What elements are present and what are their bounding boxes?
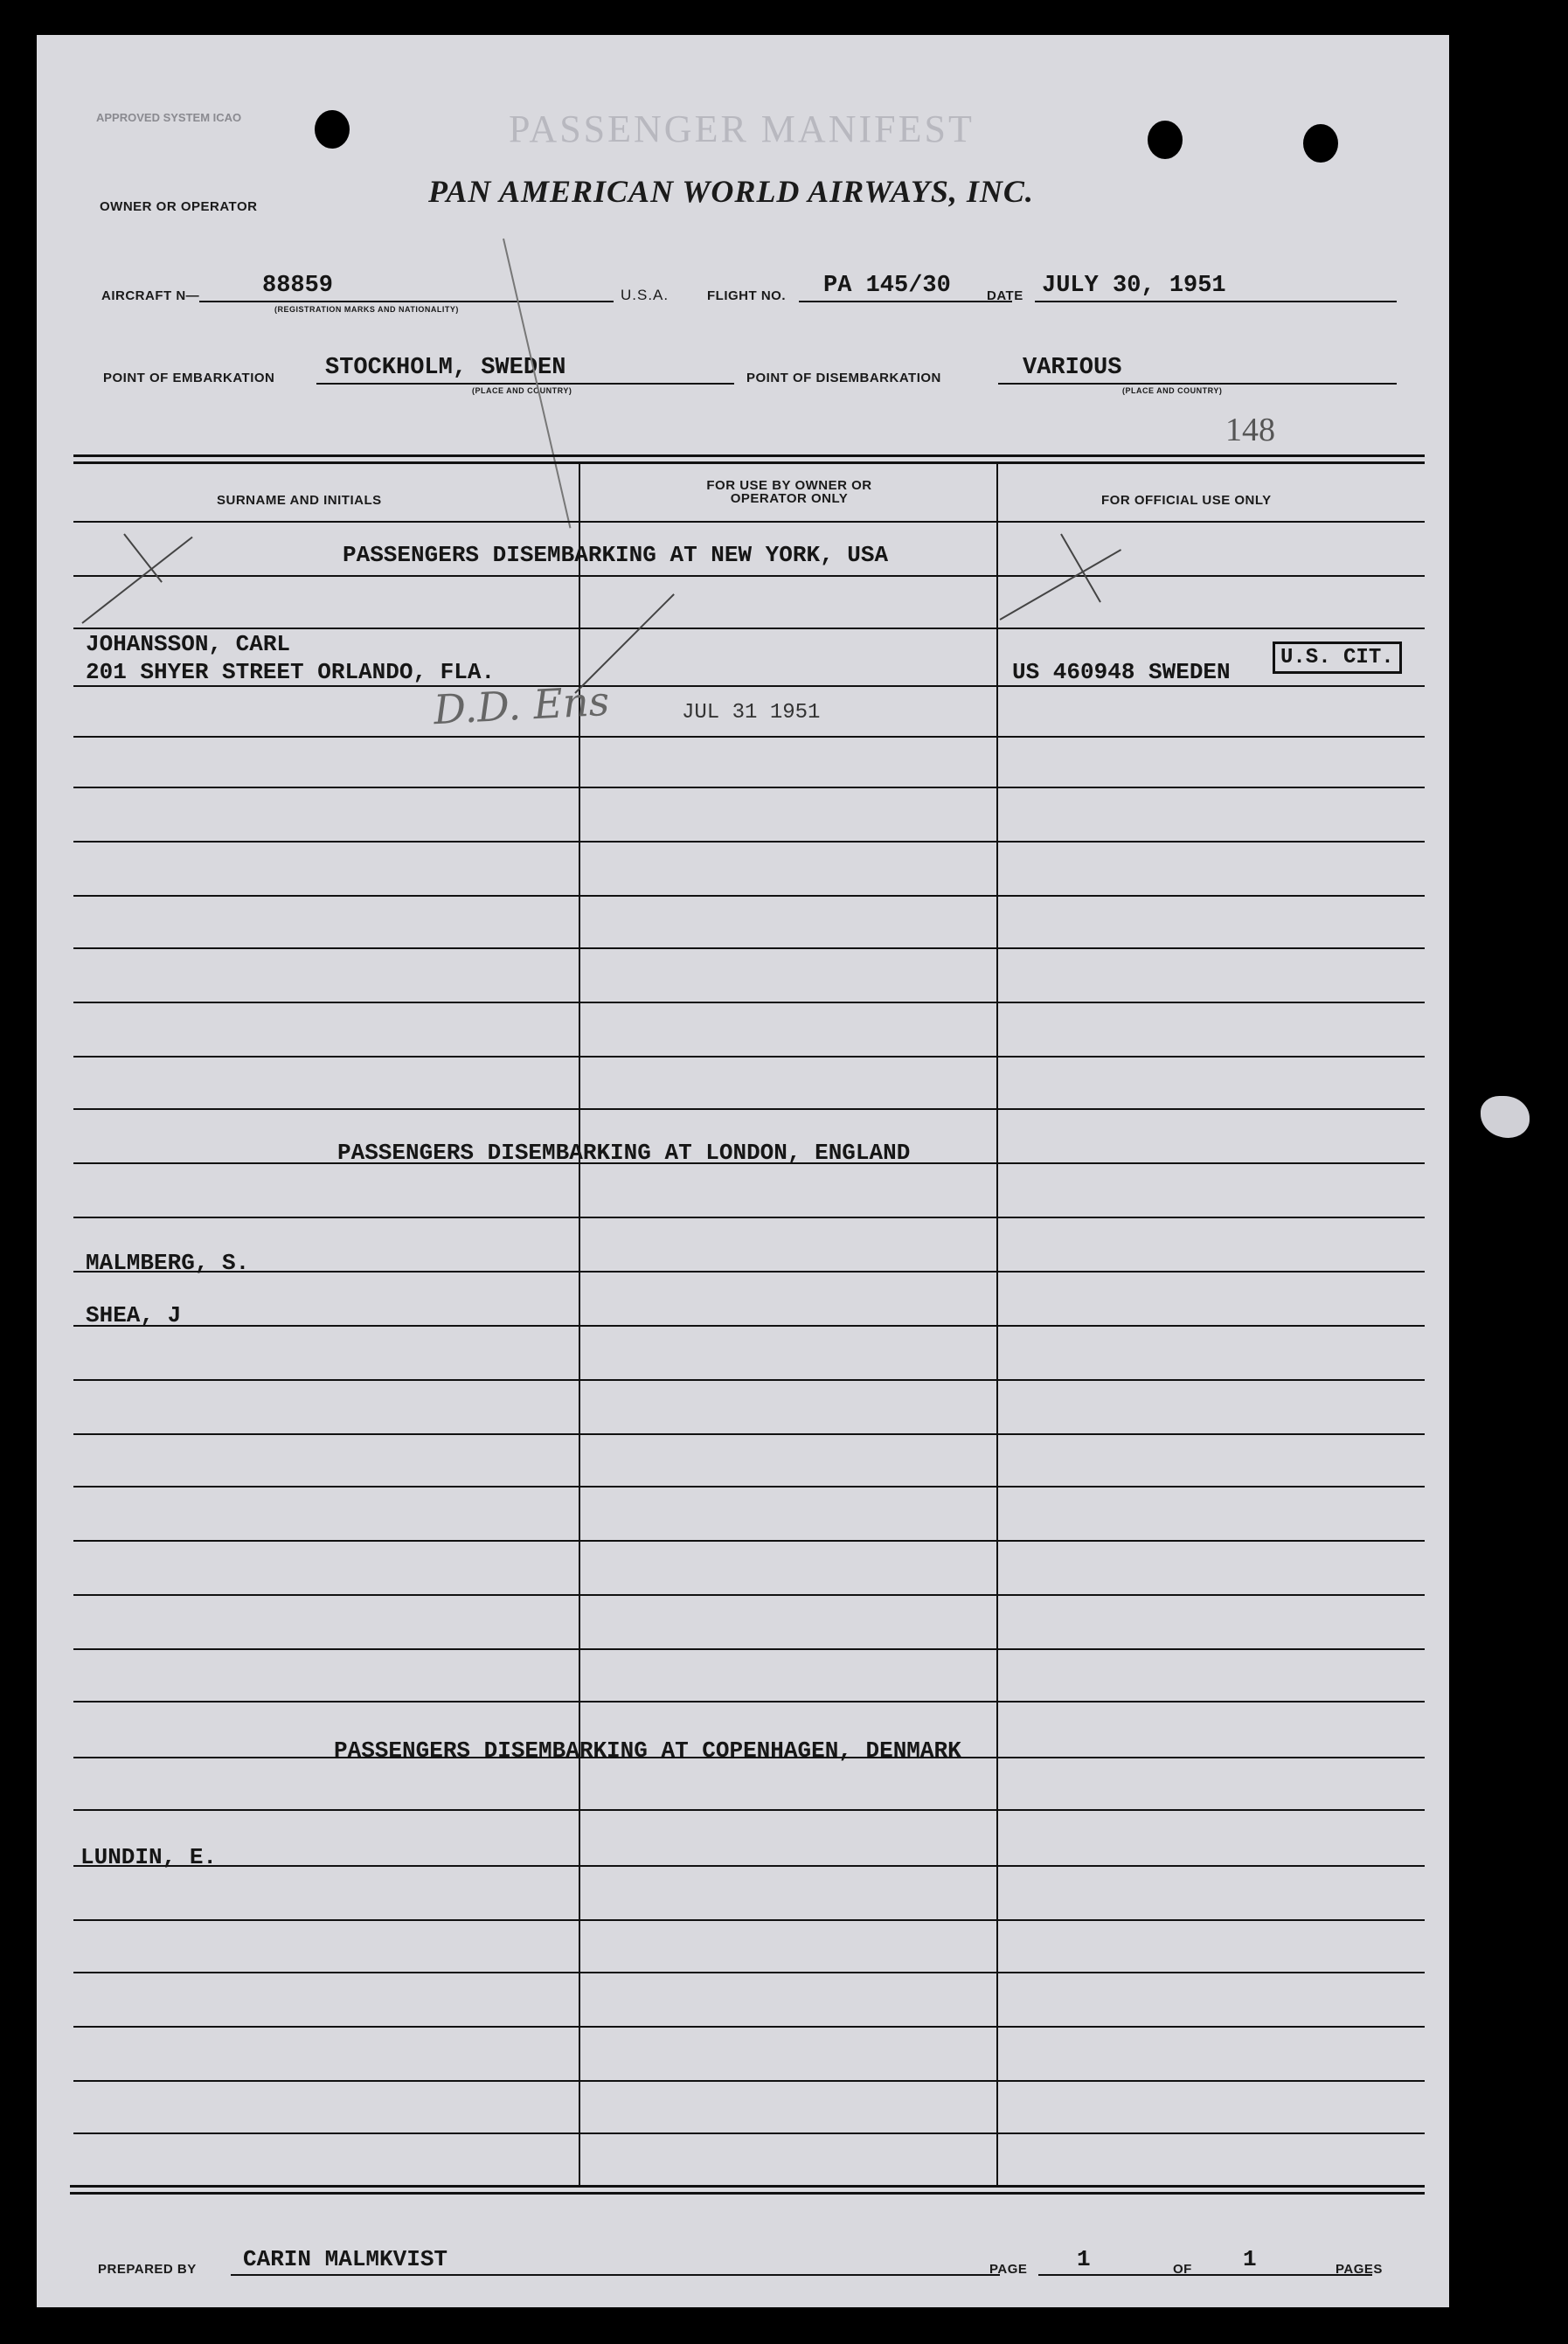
ruled-line: [73, 1540, 1425, 1542]
date-label: DATE: [987, 288, 1023, 303]
paper-fragment: [1481, 1096, 1530, 1138]
section-heading-new-york: PASSENGERS DISEMBARKING AT NEW YORK, USA: [343, 542, 889, 568]
ruled-line: [73, 1217, 1425, 1218]
passenger-name: MALMBERG, S.: [86, 1250, 250, 1276]
approval-stamp: APPROVED SYSTEM ICAO: [96, 111, 242, 124]
ruled-line: [73, 1108, 1425, 1110]
passenger-official-entry: US 460948 SWEDEN: [1012, 659, 1231, 685]
passenger-name: SHEA, J: [86, 1302, 182, 1328]
citizenship-stamp: U.S. CIT.: [1273, 641, 1402, 674]
ruled-line: [73, 1271, 1425, 1273]
table-bottom-border: [70, 2192, 1425, 2195]
column-owner-use: FOR USE BY OWNER OR OPERATOR ONLY: [706, 478, 872, 506]
passenger-name: LUNDIN, E.: [80, 1844, 218, 1870]
embarkation-value: STOCKHOLM, SWEDEN: [325, 355, 566, 381]
ruled-line: [73, 1325, 1425, 1327]
ruled-line: [73, 947, 1425, 949]
aircraft-label: AIRCRAFT N—: [101, 288, 200, 303]
aircraft-number: 88859: [262, 273, 334, 299]
ruled-line: [73, 1002, 1425, 1003]
ruled-line: [73, 685, 1425, 687]
disembarkation-sublabel: (PLACE AND COUNTRY): [1122, 386, 1223, 395]
page-stamp-number: 148: [1225, 412, 1275, 448]
aircraft-sublabel: (REGISTRATION MARKS AND NATIONALITY): [274, 305, 459, 314]
ruled-line: [73, 2026, 1425, 2028]
column-official: FOR OFFICIAL USE ONLY: [1101, 493, 1272, 508]
total-pages: 1: [1243, 2246, 1257, 2272]
embarkation-sublabel: (PLACE AND COUNTRY): [472, 386, 572, 395]
ruled-line: [73, 1433, 1425, 1435]
ruled-line: [73, 575, 1425, 577]
date-stamp: JUL 31 1951: [682, 701, 821, 725]
flight-number: PA 145/30: [823, 273, 951, 299]
disembarkation-label: POINT OF DISEMBARKATION: [746, 371, 941, 385]
section-heading-london: PASSENGERS DISEMBARKING AT LONDON, ENGLAND: [337, 1140, 911, 1166]
punch-hole: [1148, 121, 1183, 159]
prepared-by-label: PREPARED BY: [98, 2262, 197, 2277]
ruled-line: [73, 1594, 1425, 1596]
column-divider: [996, 461, 998, 2185]
ruled-line: [73, 1648, 1425, 1650]
ruled-line: [73, 895, 1425, 897]
manifest-sheet: [37, 35, 1449, 2307]
ruled-line: [73, 1056, 1425, 1058]
ruled-line: [73, 1972, 1425, 1973]
embarkation-label: POINT OF EMBARKATION: [103, 371, 275, 385]
ruled-line: [73, 787, 1425, 788]
cross-mark: [1060, 534, 1101, 603]
ruled-line: [73, 1486, 1425, 1488]
pages-label: PAGES: [1336, 2262, 1383, 2277]
flight-label: FLIGHT NO.: [707, 288, 786, 303]
ruled-line: [73, 841, 1425, 843]
passenger-name: JOHANSSON, CARL: [86, 631, 291, 657]
form-title: PASSENGER MANIFEST: [509, 107, 975, 150]
ruled-line: [73, 628, 1425, 629]
operator-name: PAN AMERICAN WORLD AIRWAYS, INC.: [428, 174, 1034, 209]
page-number: 1: [1077, 2246, 1091, 2272]
table-top-border: [73, 454, 1425, 457]
ruled-line: [73, 736, 1425, 738]
column-surname: SURNAME AND INITIALS: [217, 493, 382, 508]
officer-signature: D.D. Ens: [432, 676, 611, 734]
flight-date: JULY 30, 1951: [1042, 273, 1226, 299]
ruled-line: [73, 521, 1425, 523]
ruled-line: [73, 1379, 1425, 1381]
prepared-by-name: CARIN MALMKVIST: [243, 2246, 448, 2272]
ruled-line: [73, 2080, 1425, 2082]
ruled-line: [73, 1701, 1425, 1703]
ruled-line: [73, 1865, 1425, 1867]
disembarkation-value: VARIOUS: [1023, 355, 1122, 381]
table-bottom-border: [70, 2185, 1425, 2188]
ruled-line: [73, 2132, 1425, 2134]
table-top-border: [73, 461, 1425, 464]
ruled-line: [73, 1809, 1425, 1811]
section-heading-copenhagen: PASSENGERS DISEMBARKING AT COPENHAGEN, DENMARK: [334, 1737, 961, 1764]
punch-hole: [315, 110, 350, 149]
usa-label: U.S.A.: [621, 287, 670, 303]
page-label: PAGE: [989, 2262, 1028, 2277]
passenger-address: 201 SHYER STREET ORLANDO, FLA.: [86, 659, 496, 685]
of-label: OF: [1173, 2262, 1192, 2277]
cross-mark: [1000, 549, 1122, 621]
punch-hole: [1303, 124, 1338, 163]
owner-label: OWNER OR OPERATOR: [100, 199, 258, 214]
ruled-line: [73, 1919, 1425, 1921]
